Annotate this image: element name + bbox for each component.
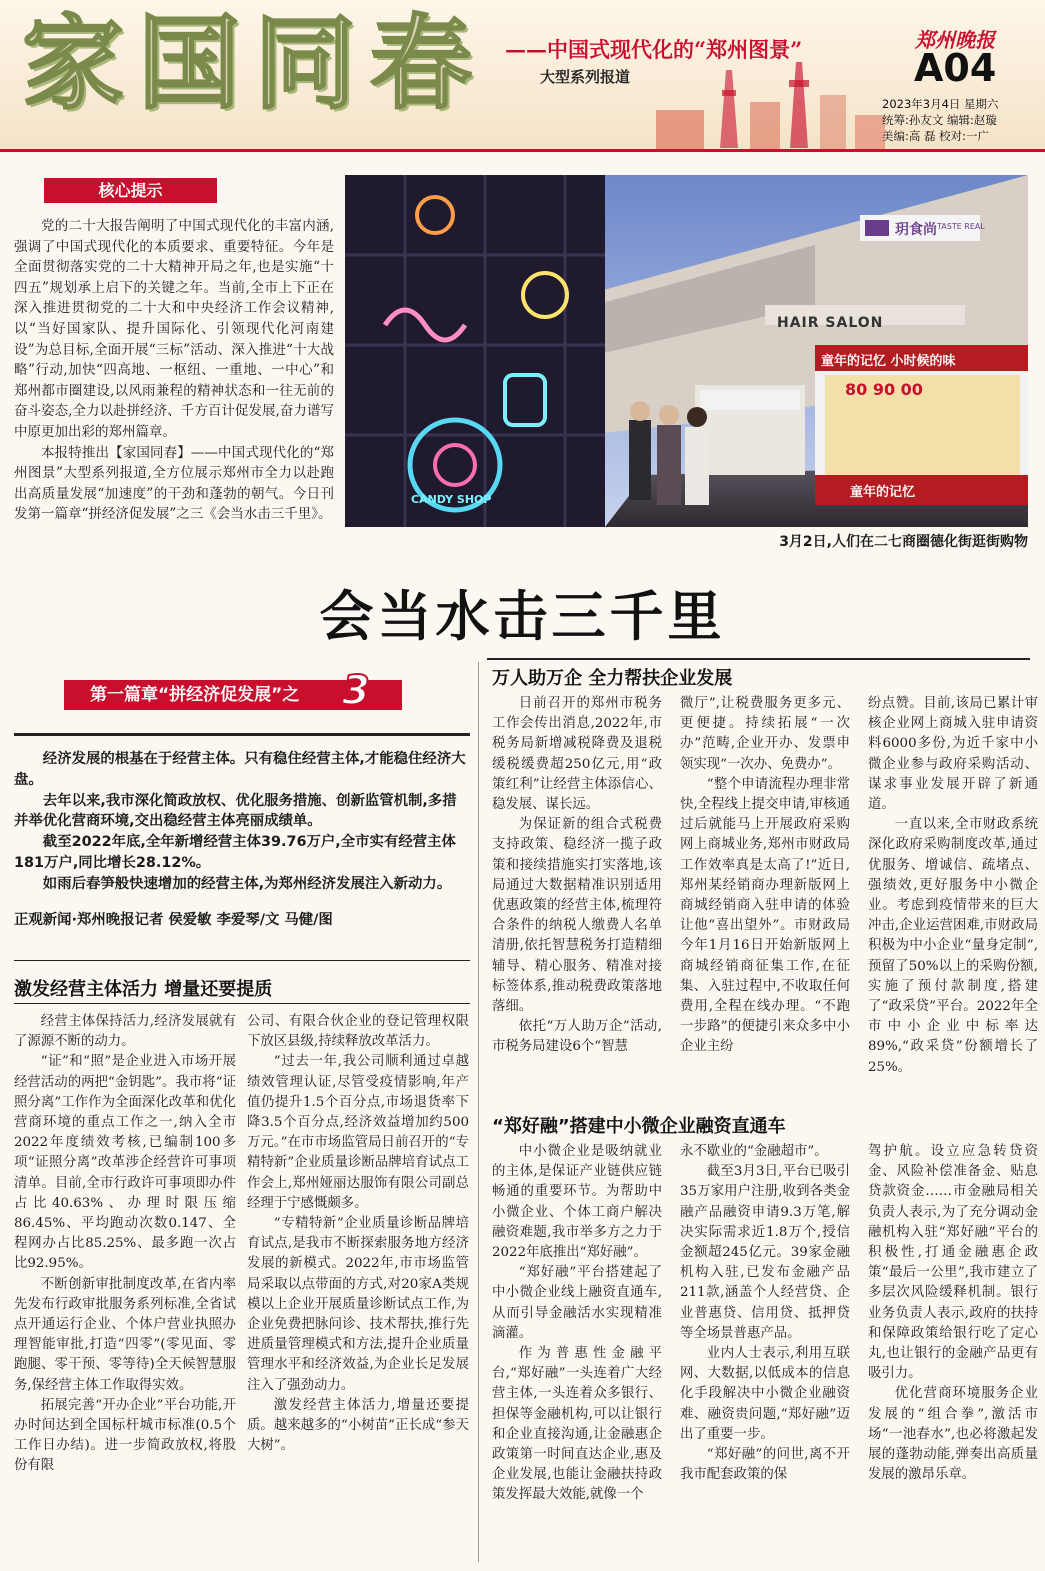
sign-stall-top: 童年的记忆 小时候的味 [821, 354, 956, 369]
paragraph: 纷点赞。目前,该局已累计审核企业网上商城入驻申请资料6000多份,为近千家中小微企业参与政府采购活动、谋求事业发展开辟了新通道。 [868, 696, 1038, 813]
core-paragraph: 党的二十大报告阐明了中国式现代化的丰富内涵,强调了中国式现代化的本质要求、重要特征。今年是全面贯彻落实党的二十大精神开局之年,也是实施“十四五”规划承上启下的关键之年。当前,全市上下正在深入推进贯彻党的二十大和中央经济工作会议精神,以“当好国家队、提升国际化、引领现代化河南建设”为总目标,全面开展“三标”活动、深入推进“十大战略”行动,加快“四高地、一枢纽、一重地、一中心”和郑州都市圈建设,以风雨兼程的精神状态和一往无前的奋斗姿态,全力以赴拼经济、千方百计促发展,奋力谱写中原更加出彩的郑州篇章。 [14, 218, 334, 440]
paragraph: 日前召开的郑州市税务工作会传出消息,2022年,市税务局新增减税降费及退税缓税缓费超250亿元,用“政策红利”让经营主体添信心、稳发展、谋长远。 [492, 696, 662, 813]
sign-hair-salon: HAIR SALON [777, 315, 884, 331]
divider [487, 658, 1030, 660]
paragraph: 中小微企业是吸纳就业的主体,是保证产业链供应链畅通的重要环节。为帮助中小微企业、个体工商户解决融资难题,我市举多方之力于2022年底推出“郑好融”。 [492, 1144, 662, 1261]
paragraph: 为保证新的组合式税费支持政策、稳经济一揽子政策和接续措施实打实落地,该局通过大数据精准识别适用优惠政策的经营主体,梳理符合条件的纳税人缴费人名单清册,依托智慧税务打造精细辅导、精心服务、精准对接标签体系,推动税费政策落地落细。 [492, 817, 662, 1015]
paragraph: 优化营商环境服务企业发展的“组合拳”,激活市场“一池春水”,也必将激起发展的蓬勃动能,弹奏出高质量发展的激昂乐章。 [868, 1386, 1038, 1483]
page-number: A04 [914, 46, 997, 90]
paragraph: 一直以来,全市财政系统深化政府采购制度改革,通过优服务、增诚信、疏堵点、强绩效,更好服务中小微企业。考虑到疫情带来的巨大冲击,企业运营困难,市财政局积极为中小企业“量身定制”,预留了50%以上的采购份额,实施了预付款制度,搭建了“政采贷”平台。2022年全市中小企业中标率达89%,“政采贷”份额增长了25%。 [868, 817, 1038, 1075]
text-column [680, 1142, 850, 1562]
core-tips-label: 核心提示 [44, 178, 217, 203]
paragraph: 公司、有限合伙企业的登记管理权限下放区县级,持续释放改革活力。 [247, 1014, 469, 1050]
section-heading: 激发经营主体活力 增量还要提质 [14, 979, 273, 1000]
paragraph: “郑好融”平台搭建起了中小微企业线上融资直通车,从而引导金融活水实现精准滴灌。 [492, 1265, 662, 1341]
paragraph: 永不歇业的“金融超市”。 [680, 1144, 828, 1159]
series-label: 大型系列报道 [540, 68, 631, 86]
paragraph: “过去一年,我公司顺利通过卓越绩效管理认证,尽管受疫情影响,年产值仍提升1.5个百分点,市场退货率下降3.5个百分点,经济效益增加约500万元。”在市市场监管局日前召开的“专精特新”企业质量诊断品牌培育试点工作会上,郑州娅丽达服饰有限公司副总经理于宁感慨颇多。 [247, 1054, 469, 1211]
divider [14, 733, 470, 736]
text-column [868, 1142, 1038, 1562]
section-heading: “郑好融”搭建中小微企业融资直通车 [492, 1116, 786, 1137]
paragraph: 激发经营主体活力,增量还要提质。越来越多的“小树苗”正长成“参天大树”。 [247, 1397, 469, 1454]
lead-paragraph: 去年以来,我市深化简政放权、优化服务措施、创新监管机制,多措并举优化营商环境,交出稳经营主体亮丽成绩单。 [14, 792, 457, 830]
paragraph: 依托“万人助万企”活动,市税务局建设6个“智慧 [492, 1019, 662, 1055]
paragraph: 业内人士表示,利用互联网、大数据,以低成本的信息化手段解决中小微企业融资难、融资贵问题,“郑好融”迈出了重要一步。 [680, 1346, 850, 1442]
section-heading: 万人助万企 全力帮扶企业发展 [492, 668, 733, 689]
text-column [868, 694, 1038, 1094]
byline: 正观新闻·郑州晚报记者 侯爱敏 李爱琴/文 马健/图 [14, 912, 333, 928]
paragraph: “证”和“照”是企业进入市场开展经营活动的两把“金钥匙”。我市将“证照分离”工作作为全面深化改革和优化营商环境的重点工作之一,纳入全市2022年度绩效考核,已编制100多项“证照分离”改革涉企经营许可事项清单。目前,全市行政许可事项即办件占比40.63%、办理时限压缩86.45%、平均跑动次数0.147、全程网办占比85.25%、最多跑一次占比92.95%。 [14, 1054, 236, 1272]
text-column [247, 1012, 469, 1562]
lead-paragraph: 如雨后春笋般快速增加的经营主体,为郑州经济发展注入新动力。 [42, 875, 452, 892]
chapter-label: 第一篇章“拼经济促发展”之 [64, 680, 402, 710]
street-shopping-photo [345, 175, 1028, 527]
sign-stall-years: 80 90 00 [845, 380, 923, 399]
editors-line-2: 美编:高 磊 校对:一广 [882, 129, 990, 143]
text-column [492, 694, 662, 1094]
divider [14, 960, 470, 961]
chapter-number: 3 [342, 668, 370, 714]
paragraph: 微厅”,让税费服务更多元、更便捷。持续拓展“一次办”范畴,企业开办、发票申领实现“一次办、免费办”。 [680, 696, 850, 772]
paper-name-logo: 郑州晚报 [915, 28, 995, 52]
masthead [0, 0, 1045, 152]
sign-restaurant-en: TASTE REAL [937, 222, 985, 231]
core-paragraph: 本报特推出【家国同春】——中国式现代化的“郑州图景”大型系列报道,全方位展示郑州市全力以赴跑出高质量发展“加速度”的干劲和蓬勃的朝气。今日刊发第一篇章“拼经济促发展”之三《会当水击三千里》。 [14, 444, 334, 523]
article-headline: 会当水击三千里 [319, 585, 726, 648]
paragraph: 作为普惠性金融平台,“郑好融”一头连着广大经营主体,一头连着众多银行、担保等金融机构,可以让银行和企业直接沟通,让金融惠企政策第一时间直达企业,惠及企业发展,也能让金融扶持政策发挥最大效能,就像一个 [492, 1346, 662, 1503]
paragraph: 不断创新审批制度改革,在省内率先发布行政审批服务系列标准,全省试点开通运行企业、个体户营业执照办理智能审批,打造“四零”(零见面、零跑腿、零干预、零等待)全天候智慧服务,保经营主体工作取得实效。 [14, 1276, 236, 1393]
paragraph: 截至3月3日,平台已吸引35万家用户注册,收到各类金融产品融资申请9.3万笔,解决实际需求近1.8万个,授信金额超245亿元。39家金融机构入驻,已发布金融产品211款,涵盖个人经营贷、企业普惠贷、信用贷、抵押贷等全场景普惠产品。 [680, 1164, 850, 1341]
paragraph: “专精特新”企业质量诊断品牌培育试点,是我市不断探索服务地方经济发展的新模式。2022年,市市场监管局采取以点带面的方式,对20家A类规模以上企业开展质量诊断试点工作,为企业免费把脉问诊、技术帮扶,推行先进质量管理模式和方法,提升企业质量管理水平和经济效益,为企业长足发展注入了强劲动力。 [247, 1216, 469, 1393]
text-column [14, 1012, 236, 1562]
main-title: 家国同春 [22, 4, 486, 124]
paragraph: 经营主体保持活力,经济发展就有了源源不断的动力。 [14, 1014, 236, 1050]
core-tips-text [14, 216, 334, 525]
lead-paragraph: 经济发展的根基在于经营主体。只有稳住经营主体,才能稳住经济大盘。 [14, 751, 466, 788]
lead-paragraphs [14, 749, 470, 895]
paragraph: 拓展完善“开办企业”平台功能,开办时间达到全国标杆城市标准(0.5个工作日办结)。进一步简政放权,将股份有限 [14, 1397, 236, 1474]
paragraph: 驾护航。设立应急转贷资金、风险补偿准备金、贴息贷款资金……市金融局相关负责人表示,为了充分调动金融机构入驻“郑好融”平台的积极性,打通金融惠企政策“最后一公里”,我市建立了多层次风险缓释机制。银行业务负责人表示,政府的扶持和保障政策给银行吃了定心丸,也让银行的金融产品更有吸引力。 [868, 1144, 1038, 1382]
sign-restaurant: 玥食尚 [895, 222, 937, 238]
paragraph: “郑好融”的问世,离不开我市配套政策的保 [680, 1447, 850, 1483]
series-subtitle: ——中国式现代化的“郑州图景” [505, 37, 803, 62]
sign-candy-shop: CANDY SHOP [411, 493, 492, 506]
column-divider [478, 662, 479, 1562]
text-column [680, 694, 850, 1094]
sign-stall-bottom: 童年的记忆 [850, 485, 916, 500]
editors-line-1: 统筹:孙友文 编辑:赵璇 [882, 113, 997, 127]
lead-paragraph: 截至2022年底,全年新增经营主体39.76万户,全市实有经营主体181万户,同比增长28.12%。 [14, 834, 456, 871]
photo-caption: 3月2日,人们在二七商圈德化街逛街购物 [779, 534, 1028, 550]
issue-date: 2023年3月4日 星期六 [882, 97, 999, 111]
text-column [492, 1142, 662, 1562]
divider [14, 1003, 470, 1004]
paragraph: “整个申请流程办理非常快,全程线上提交申请,审核通过后就能马上开展政府采购网上商城业务,郑州市财政局工作效率真是太高了!”近日,郑州某经销商办理新版网上商城经销商入驻申请的体验让他“喜出望外”。市财政局今年1月16日开始新版网上商城经销商征集工作,在征集、入驻过程中,不收取任何费用,全程在线办理。“不跑一步路”的便捷引来众多中小企业主纷 [680, 776, 850, 1055]
